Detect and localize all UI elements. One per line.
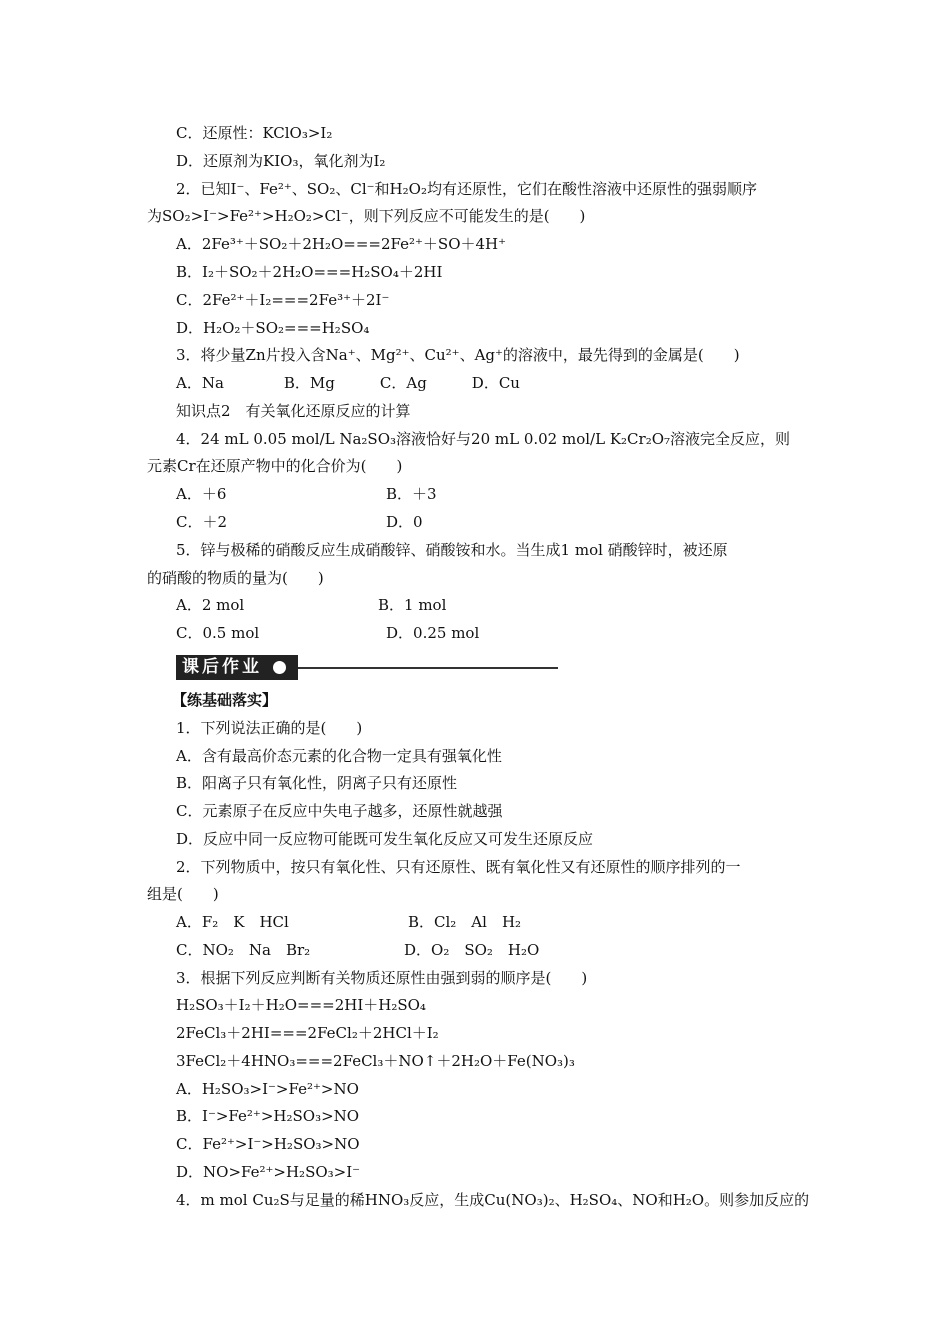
option-c: C．NO₂ Na Br₂ <box>176 941 311 959</box>
question-3-text: 3．根据下列反应判断有关物质还原性由强到弱的顺序是( ) <box>176 969 588 987</box>
option-b: B．I⁻>Fe²⁺>H₂SO₃>NO <box>176 1107 360 1125</box>
option-d: D．反应中同一反应物可能既可发生氧化反应又可发生还原反应 <box>176 830 594 848</box>
question-5-text: 5．锌与极稀的硝酸反应生成硝酸锌、硝酸铵和水。当生成1 mol 硝酸锌时，被还原 <box>176 541 728 559</box>
option-a: A．含有最高价态元素的化合物一定具有强氧化性 <box>176 747 502 765</box>
subsection-heading: 【练基础落实】 <box>172 691 278 709</box>
option-d: D．O₂ SO₂ H₂O <box>404 941 540 959</box>
option-a: A．F₂ K HCl <box>176 913 289 931</box>
option-c: C．还原性：KClO₃>I₂ <box>176 124 333 142</box>
option-d: D．0.25 mol <box>386 624 480 642</box>
option-a: A．2Fe³⁺＋SO₂＋2H₂O===2Fe²⁺＋SO＋4H⁺ <box>176 235 507 253</box>
option-b: B．1 mol <box>378 596 447 614</box>
option-a: A．2 mol <box>176 596 245 614</box>
question-2-text: 2．下列物质中，按只有氧化性、只有还原性、既有氧化性又有还原性的顺序排列的一 <box>176 858 741 876</box>
knowledge-point-heading: 知识点2 有关氧化还原反应的计算 <box>176 402 411 420</box>
question-4-text: 4．m mol Cu₂S与足量的稀HNO₃反应，生成Cu(NO₃)₂、H₂SO₄、NO和H₂O。则参加反应的 <box>176 1191 810 1209</box>
question-2-text: 2．已知I⁻、Fe²⁺、SO₂、Cl⁻和H₂O₂均有还原性，它们在酸性溶液中还原性的强弱顺序 <box>176 180 757 198</box>
reaction-1: H₂SO₃＋I₂＋H₂O===2HI＋H₂SO₄ <box>176 996 426 1014</box>
question-5-text-cont: 的硝酸的物质的量为( ) <box>147 569 324 587</box>
circle-icon <box>273 661 286 674</box>
question-3-options: A．Na B．Mg C．Ag D．Cu <box>176 374 520 392</box>
option-d: D．NO>Fe²⁺>H₂SO₃>I⁻ <box>176 1163 361 1181</box>
option-c: C．元素原子在反应中失电子越多，还原性就越强 <box>176 802 503 820</box>
option-a: A．＋6 <box>176 485 227 503</box>
reaction-3: 3FeCl₂＋4HNO₃===2FeCl₃＋NO↑＋2H₂O＋Fe(NO₃)₃ <box>176 1052 575 1070</box>
section-heading-homework: 课后作业 <box>176 655 298 680</box>
question-3-text: 3．将少量Zn片投入含Na⁺、Mg²⁺、Cu²⁺、Ag⁺的溶液中，最先得到的金属是( ) <box>176 346 740 364</box>
question-2-text-cont: 组是( ) <box>147 885 219 903</box>
option-d: D．还原剂为KIO₃，氧化剂为I₂ <box>176 152 386 170</box>
option-b: B．Cl₂ Al H₂ <box>408 913 522 931</box>
option-a: A．H₂SO₃>I⁻>Fe²⁺>NO <box>176 1080 359 1098</box>
option-b: B．阳离子只有氧化性，阴离子只有还原性 <box>176 774 458 792</box>
option-c: C．2Fe²⁺＋I₂===2Fe³⁺＋2I⁻ <box>176 291 390 309</box>
option-b: B．I₂＋SO₂＋2H₂O===H₂SO₄＋2HI <box>176 263 443 281</box>
option-c: C．0.5 mol <box>176 624 260 642</box>
reaction-2: 2FeCl₃＋2HI===2FeCl₂＋2HCl＋I₂ <box>176 1024 439 1042</box>
question-1-text: 1．下列说法正确的是( ) <box>176 719 363 737</box>
section-divider <box>298 667 558 669</box>
question-2-text-cont: 为SO₂>I⁻>Fe²⁺>H₂O₂>Cl⁻，则下列反应不可能发生的是( ) <box>147 207 586 225</box>
option-d: D．0 <box>386 513 423 531</box>
option-b: B．＋3 <box>386 485 437 503</box>
question-4-text: 4．24 mL 0.05 mol/L Na₂SO₃溶液恰好与20 mL 0.02 mol/L K₂Cr₂O₇溶液完全反应，则 <box>176 430 791 448</box>
question-4-text-cont: 元素Cr在还原产物中的化合价为( ) <box>147 457 403 475</box>
option-c: C．Fe²⁺>I⁻>H₂SO₃>NO <box>176 1135 360 1153</box>
option-d: D．H₂O₂＋SO₂===H₂SO₄ <box>176 319 370 337</box>
option-c: C．＋2 <box>176 513 228 531</box>
